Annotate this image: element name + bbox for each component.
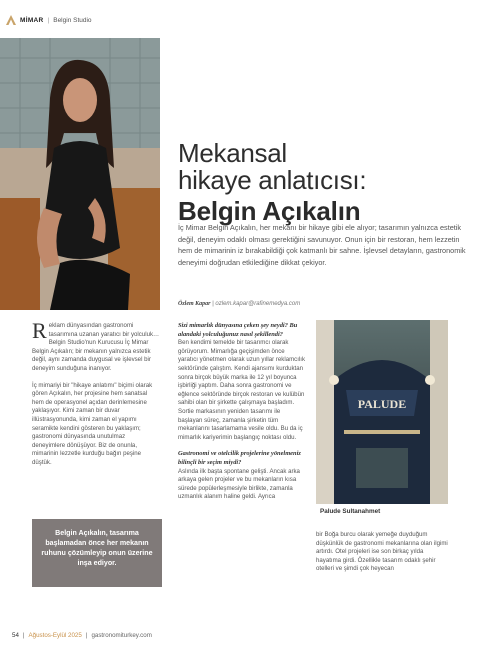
- page-footer: [12, 632, 152, 639]
- issue-date: Ağustos-Eylül 2025: [28, 632, 82, 639]
- paragraph-2: İç mimariyi bir "hikaye anlatımı" biçimi olarak gören Açıkalın, her projesine hem sanatsal hem de operasyonel açıdan derinlemesine yaklaşıyor. Kimi zaman bir duvar illüstrasyonunda, kimi zaman el yapımı seramikte kendini gösteren bu yaklaşım; gastronomi dünyasında unutulmaz deneyimlere dönüşüyor. Biz de onunla, mimarinin lezzetle kurduğu bağın peşine düştük.: [32, 381, 153, 466]
- photo-caption: Palude Sultanahmet: [316, 504, 448, 520]
- page-header: [6, 14, 92, 26]
- brand-logo-icon: [6, 15, 16, 25]
- restaurant-photo: [316, 320, 448, 504]
- author-email: ozlem.kapar@rafinemedya.com: [215, 301, 301, 307]
- body-column-1: [32, 318, 160, 476]
- footer-separator-2: |: [85, 632, 88, 639]
- title-name: Belgin Açıkalın: [178, 196, 361, 226]
- question-1: Sizi mimarlık dünyasına çeken şey neydi? Bu alandaki yolculuğunuz nasıl şekillendi?: [178, 322, 298, 338]
- pull-quote: Belgin Açıkalın, tasarıma başlamadan önce her mekanın ruhunu çözümleyip onun üzerine inşa ediyor.: [32, 519, 162, 587]
- article-intro: İç Mimar Belgin Açıkalın, her mekanı bir hikaye gibi ele alıyor; tasarımın yalnızca estetik değil, deneyim odaklı olması gerektiğini savunuyor. Onun için bir restoran, hem lezzetin hem de mimarinin iz bırakabildiği çok katmanlı bir sahne. İşlevsel detayların, gastronomik deneyimi doğrudan etkilediğine dikkat çekiyor.: [178, 223, 466, 267]
- header-separator: |: [47, 16, 50, 24]
- website-link[interactable]: gastronomiturkey.com: [91, 632, 152, 639]
- header-subtitle: Belgin Studio: [53, 16, 92, 24]
- drop-cap: R: [32, 318, 47, 343]
- body-column-2: [178, 322, 306, 510]
- paragraph-1: [32, 318, 160, 374]
- byline-separator: |: [212, 301, 214, 307]
- page-number: 54: [12, 632, 19, 639]
- answer-1: Ben kendimi temelde bir tasarımcı olarak görüyorum. Mimarlığa geçişimden önce yaratıcı yönetmen olarak uzun yıllar reklamcılık sektöründe çalıştım. Kendi ajansımı kurduktan sonra birçok büyük marka ile 12 yıl boyunca işbirliği yaptım. Daha sonra gastronomi ve eğlence sektöründe birçok restoran ve kulübün sahibi olan bir şirkette çalışmaya başladım. Sortie markasının yeniden tasarımı ile başlayan süreç, zamanla şirketin tüm mekanlarını tasarlamama vesile oldu. Bu da iç mimarlık kariyerimin başlangıç noktası oldu.: [178, 339, 306, 441]
- title-line-1: Mekansal: [178, 138, 287, 168]
- title-line-2: hikaye anlatıcısı:: [178, 165, 367, 195]
- answer-2: Aslında ilk başta spontane gelişti. Ancak arka arkaya gelen projeler ve bu mekanların kısa sürede popülerleşmesiyle birlikte, zamanla uzmanlık alanım haline geldi. Ayrıca: [178, 467, 300, 501]
- sign-text: PALUDE: [357, 397, 407, 411]
- portrait-photo: [0, 38, 160, 310]
- footer-separator-1: |: [22, 632, 25, 639]
- body-column-3: bir Boğa burcu olarak yemeğe duyduğum düşkünlük de gastronomi mekanlarına olan ilgimi artırdı. Otel projeleri ise son birkaç yılda hayatıma girdi. Özellikle tasarım odaklı şehir otelleri ve şimdi çok heyecan: [316, 531, 448, 573]
- paragraph-1-text: eklam dünyasından gastronomi tasarımına uzanan yaratıcı bir yolculuk… Belgin Studio'nun Kurucusu İç Mimar Belgin Açıkalın; bir mekanın yalnızca estetik değil, aynı zamanda duygusal ve işlevsel bir deneyim sunduğuna inanıyor.: [32, 322, 160, 372]
- byline: [178, 301, 300, 307]
- question-2: Gastronomi ve otelcilik projelerine yönelmeniz bilinçli bir seçim miydi?: [178, 450, 301, 466]
- article-title: [178, 140, 468, 226]
- section-label: MİMAR: [20, 16, 44, 24]
- author-name: Özlem Kapar: [178, 301, 211, 307]
